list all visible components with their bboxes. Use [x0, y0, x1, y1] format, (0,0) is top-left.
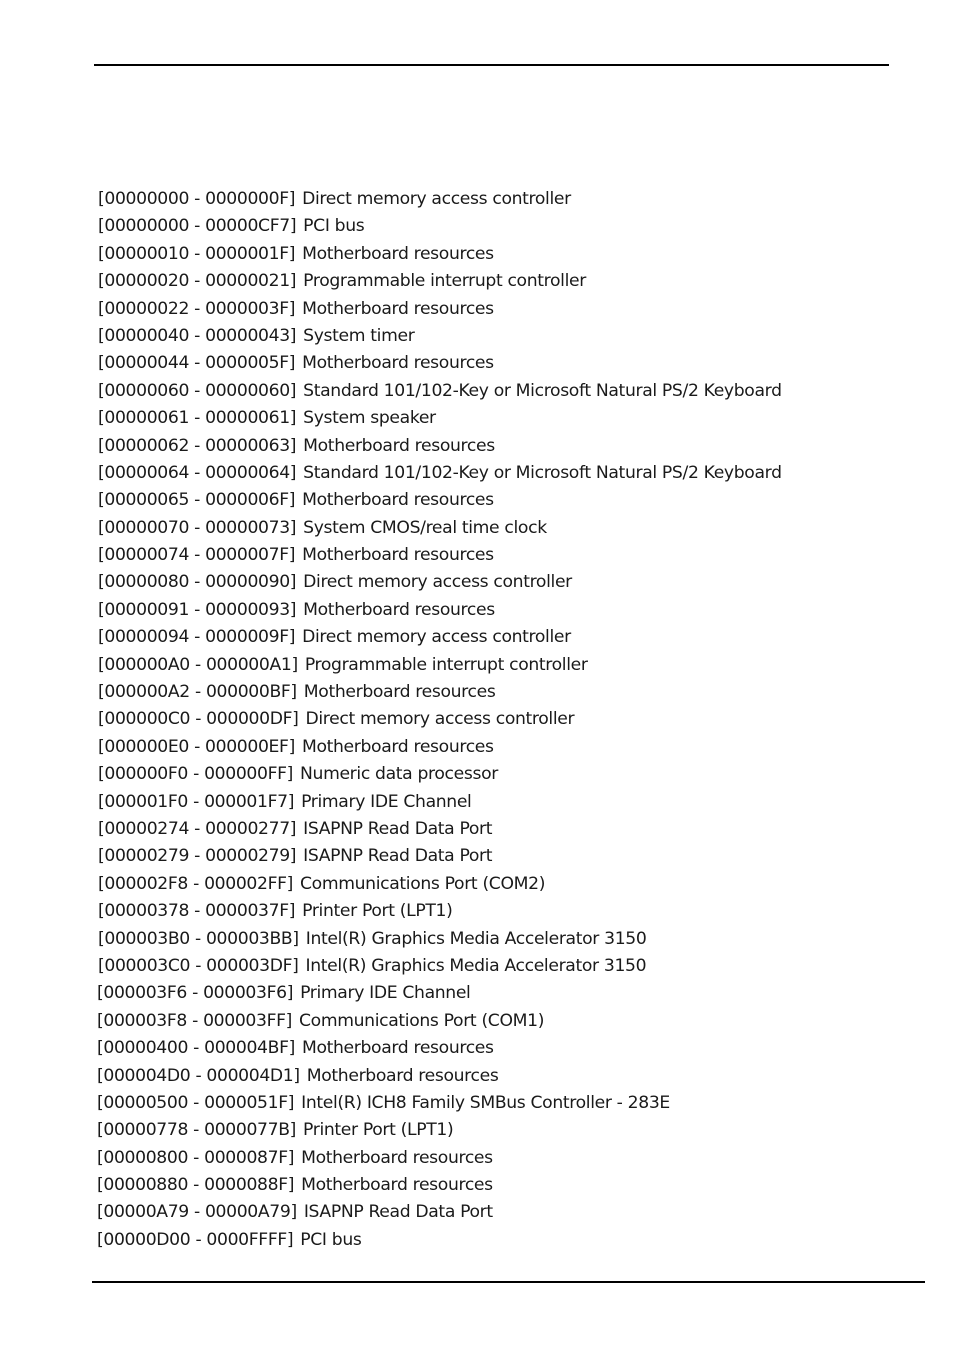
list-item	[98, 953, 782, 980]
io-range: [00000778 - 0000077B]	[97, 1120, 297, 1141]
list-item	[97, 1117, 782, 1144]
io-device: Motherboard resources	[302, 545, 494, 566]
io-device: Motherboard resources	[303, 435, 495, 456]
io-device: Numeric data processor	[300, 764, 498, 785]
list-item	[98, 241, 782, 268]
io-device: Intel(R) Graphics Media Accelerator 3150	[305, 955, 647, 976]
list-item	[97, 1172, 782, 1199]
io-range: [00000040 - 00000043]	[98, 325, 297, 346]
io-device: Printer Port (LPT1)	[302, 901, 453, 922]
io-device: PCI bus	[303, 216, 365, 237]
io-range: [000002F8 - 000002FF]	[98, 873, 294, 894]
io-device: ISAPNP Read Data Port	[303, 846, 493, 867]
io-device: Motherboard resources	[301, 1038, 494, 1059]
list-item	[98, 679, 782, 706]
list-item	[98, 515, 782, 542]
list-item	[98, 706, 782, 733]
io-range: [00000074 - 0000007F]	[98, 545, 296, 566]
io-range: [00000062 - 00000063]	[98, 435, 297, 456]
io-range: [00000080 - 00000090]	[98, 572, 297, 593]
list-item	[98, 487, 782, 514]
list-item	[98, 761, 782, 788]
io-device: Communications Port (COM1)	[299, 1010, 545, 1031]
list-item	[98, 734, 782, 761]
list-item	[98, 597, 782, 624]
list-item	[98, 542, 782, 569]
list-item	[98, 569, 782, 596]
io-device: Motherboard resources	[302, 353, 494, 374]
io-range: [00000070 - 00000073]	[98, 517, 297, 538]
list-item	[98, 652, 782, 679]
io-device: ISAPNP Read Data Port	[303, 1202, 493, 1223]
io-device: Motherboard resources	[303, 599, 495, 620]
list-item	[98, 460, 782, 487]
io-range: [00000044 - 0000005F]	[98, 353, 296, 374]
io-range: [000003C0 - 000003DF]	[98, 955, 299, 976]
io-device: Programmable interrupt controller	[303, 271, 586, 292]
io-range: [00000060 - 00000060]	[98, 380, 297, 401]
io-range: [000003F8 - 000003FF]	[97, 1010, 293, 1031]
list-item	[98, 323, 782, 350]
list-item	[98, 378, 782, 405]
list-item	[98, 816, 782, 843]
io-range: [00000A79 - 00000A79]	[97, 1202, 297, 1223]
io-device: Standard 101/102-Key or Microsoft Natural PS/2 Keyboard	[303, 462, 782, 483]
io-device: Intel(R) Graphics Media Accelerator 3150	[305, 928, 647, 949]
io-device: Standard 101/102-Key or Microsoft Natural PS/2 Keyboard	[303, 380, 782, 401]
io-range: [00000020 - 00000021]	[98, 271, 297, 292]
io-range: [00000378 - 0000037F]	[98, 901, 296, 922]
io-range: [00000091 - 00000093]	[98, 599, 297, 620]
list-item	[97, 1063, 782, 1090]
io-range: [00000061 - 00000061]	[98, 408, 297, 429]
list-item	[98, 926, 782, 953]
io-device: Primary IDE Channel	[301, 791, 472, 812]
io-device: ISAPNP Read Data Port	[303, 818, 493, 839]
io-device: System speaker	[303, 408, 436, 429]
list-item	[98, 624, 782, 651]
list-item	[97, 1227, 782, 1254]
io-range: [00000800 - 0000087F]	[97, 1147, 295, 1168]
io-device: Motherboard resources	[301, 1175, 493, 1196]
list-item	[97, 1035, 782, 1062]
io-range: [000004D0 - 000004D1]	[97, 1065, 300, 1086]
io-device: Direct memory access controller	[302, 627, 571, 648]
io-range: [00000D00 - 0000FFFF]	[97, 1229, 294, 1250]
list-item	[97, 980, 782, 1007]
list-item	[98, 405, 782, 432]
list-item	[98, 213, 782, 240]
io-device: Motherboard resources	[302, 243, 494, 264]
io-device: Communications Port (COM2)	[300, 873, 546, 894]
io-range: [000000A0 - 000000A1]	[98, 654, 298, 675]
io-device: Motherboard resources	[303, 682, 496, 703]
list-item	[98, 789, 782, 816]
io-range: [00000000 - 00000CF7]	[98, 216, 297, 237]
io-device: Direct memory access controller	[303, 572, 572, 593]
header-rule	[94, 64, 889, 66]
footer-rule	[92, 1281, 925, 1283]
io-device: Direct memory access controller	[305, 709, 575, 730]
list-item	[98, 350, 782, 377]
io-device: System timer	[303, 325, 415, 346]
io-device: Printer Port (LPT1)	[303, 1120, 454, 1141]
io-range: [00000022 - 0000003F]	[98, 298, 296, 319]
list-item	[98, 898, 782, 925]
list-item	[98, 296, 782, 323]
io-range: [00000065 - 0000006F]	[98, 490, 296, 511]
io-device: Primary IDE Channel	[300, 983, 471, 1004]
io-device: Direct memory access controller	[302, 189, 571, 209]
io-device: Motherboard resources	[302, 490, 494, 511]
io-device: Programmable interrupt controller	[304, 654, 588, 675]
io-device: System CMOS/real time clock	[303, 517, 547, 538]
list-item	[97, 1199, 782, 1226]
io-range: [000000F0 - 000000FF]	[98, 764, 294, 785]
io-device: PCI bus	[300, 1229, 362, 1250]
io-range: [00000000 - 0000000F]	[98, 189, 296, 209]
list-item	[98, 268, 782, 295]
list-item	[97, 1008, 782, 1035]
io-device: Motherboard resources	[306, 1065, 499, 1086]
io-range: [000000A2 - 000000BF]	[98, 682, 297, 703]
list-item	[98, 871, 782, 898]
list-item	[97, 1090, 782, 1117]
io-range: [000003B0 - 000003BB]	[98, 928, 299, 949]
io-range: [000003F6 - 000003F6]	[97, 983, 294, 1004]
list-item	[98, 186, 782, 213]
io-range: [00000880 - 0000088F]	[97, 1175, 295, 1196]
io-range: [00000094 - 0000009F]	[98, 627, 296, 648]
io-resource-list	[98, 186, 782, 1254]
io-range: [00000274 - 00000277]	[98, 818, 297, 839]
list-item	[97, 1145, 782, 1172]
io-device: Motherboard resources	[301, 1147, 493, 1168]
io-range: [000000C0 - 000000DF]	[98, 709, 299, 730]
io-device: Motherboard resources	[302, 298, 494, 319]
io-range: [000001F0 - 000001F7]	[98, 791, 295, 812]
io-range: [00000010 - 0000001F]	[98, 243, 296, 264]
io-range: [00000500 - 0000051F]	[97, 1092, 295, 1113]
list-item	[98, 843, 782, 870]
list-item	[98, 433, 782, 460]
io-range: [00000279 - 00000279]	[98, 846, 297, 867]
io-device: Intel(R) ICH8 Family SMBus Controller - 283E	[301, 1092, 670, 1113]
io-range: [00000064 - 00000064]	[98, 462, 297, 483]
io-range: [00000400 - 000004BF]	[97, 1038, 295, 1059]
io-range: [000000E0 - 000000EF]	[98, 736, 295, 757]
io-device: Motherboard resources	[301, 736, 494, 757]
